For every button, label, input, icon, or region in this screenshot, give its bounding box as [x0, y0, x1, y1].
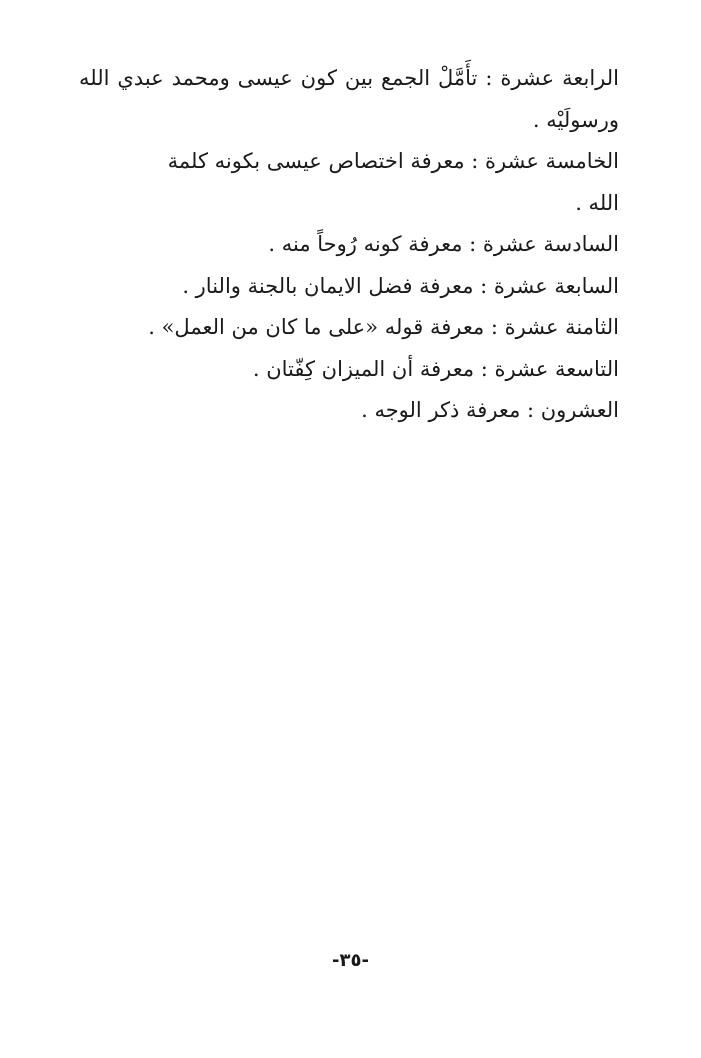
paragraph-eighteenth: الثامنة عشرة : معرفة قوله «على ما كان من العمل» . — [148, 315, 619, 339]
paragraph-fifteenth: الخامسة عشرة : معرفة اختصاص عيسى بكونه كلمة الله . — [167, 149, 619, 215]
page-body — [79, 58, 619, 432]
paragraph-twentieth: العشرون : معرفة ذكر الوجه . — [361, 398, 619, 422]
page-number: -٣٥- — [332, 950, 369, 971]
paragraph-fourteenth: الرابعة عشرة : تأَمَّلْ الجمع بين كون عيسى ومحمد عبدي الله ورسولَيْه . — [79, 66, 619, 132]
indented-list — [131, 141, 619, 432]
paragraph-sixteenth: السادسة عشرة : معرفة كونه رُوحاً منه . — [268, 232, 619, 256]
paragraph-seventeenth: السابعة عشرة : معرفة فضل الايمان بالجنة والنار . — [182, 273, 619, 298]
paragraph-nineteenth: التاسعة عشرة : معرفة أن الميزان كِفّتان . — [252, 356, 619, 381]
